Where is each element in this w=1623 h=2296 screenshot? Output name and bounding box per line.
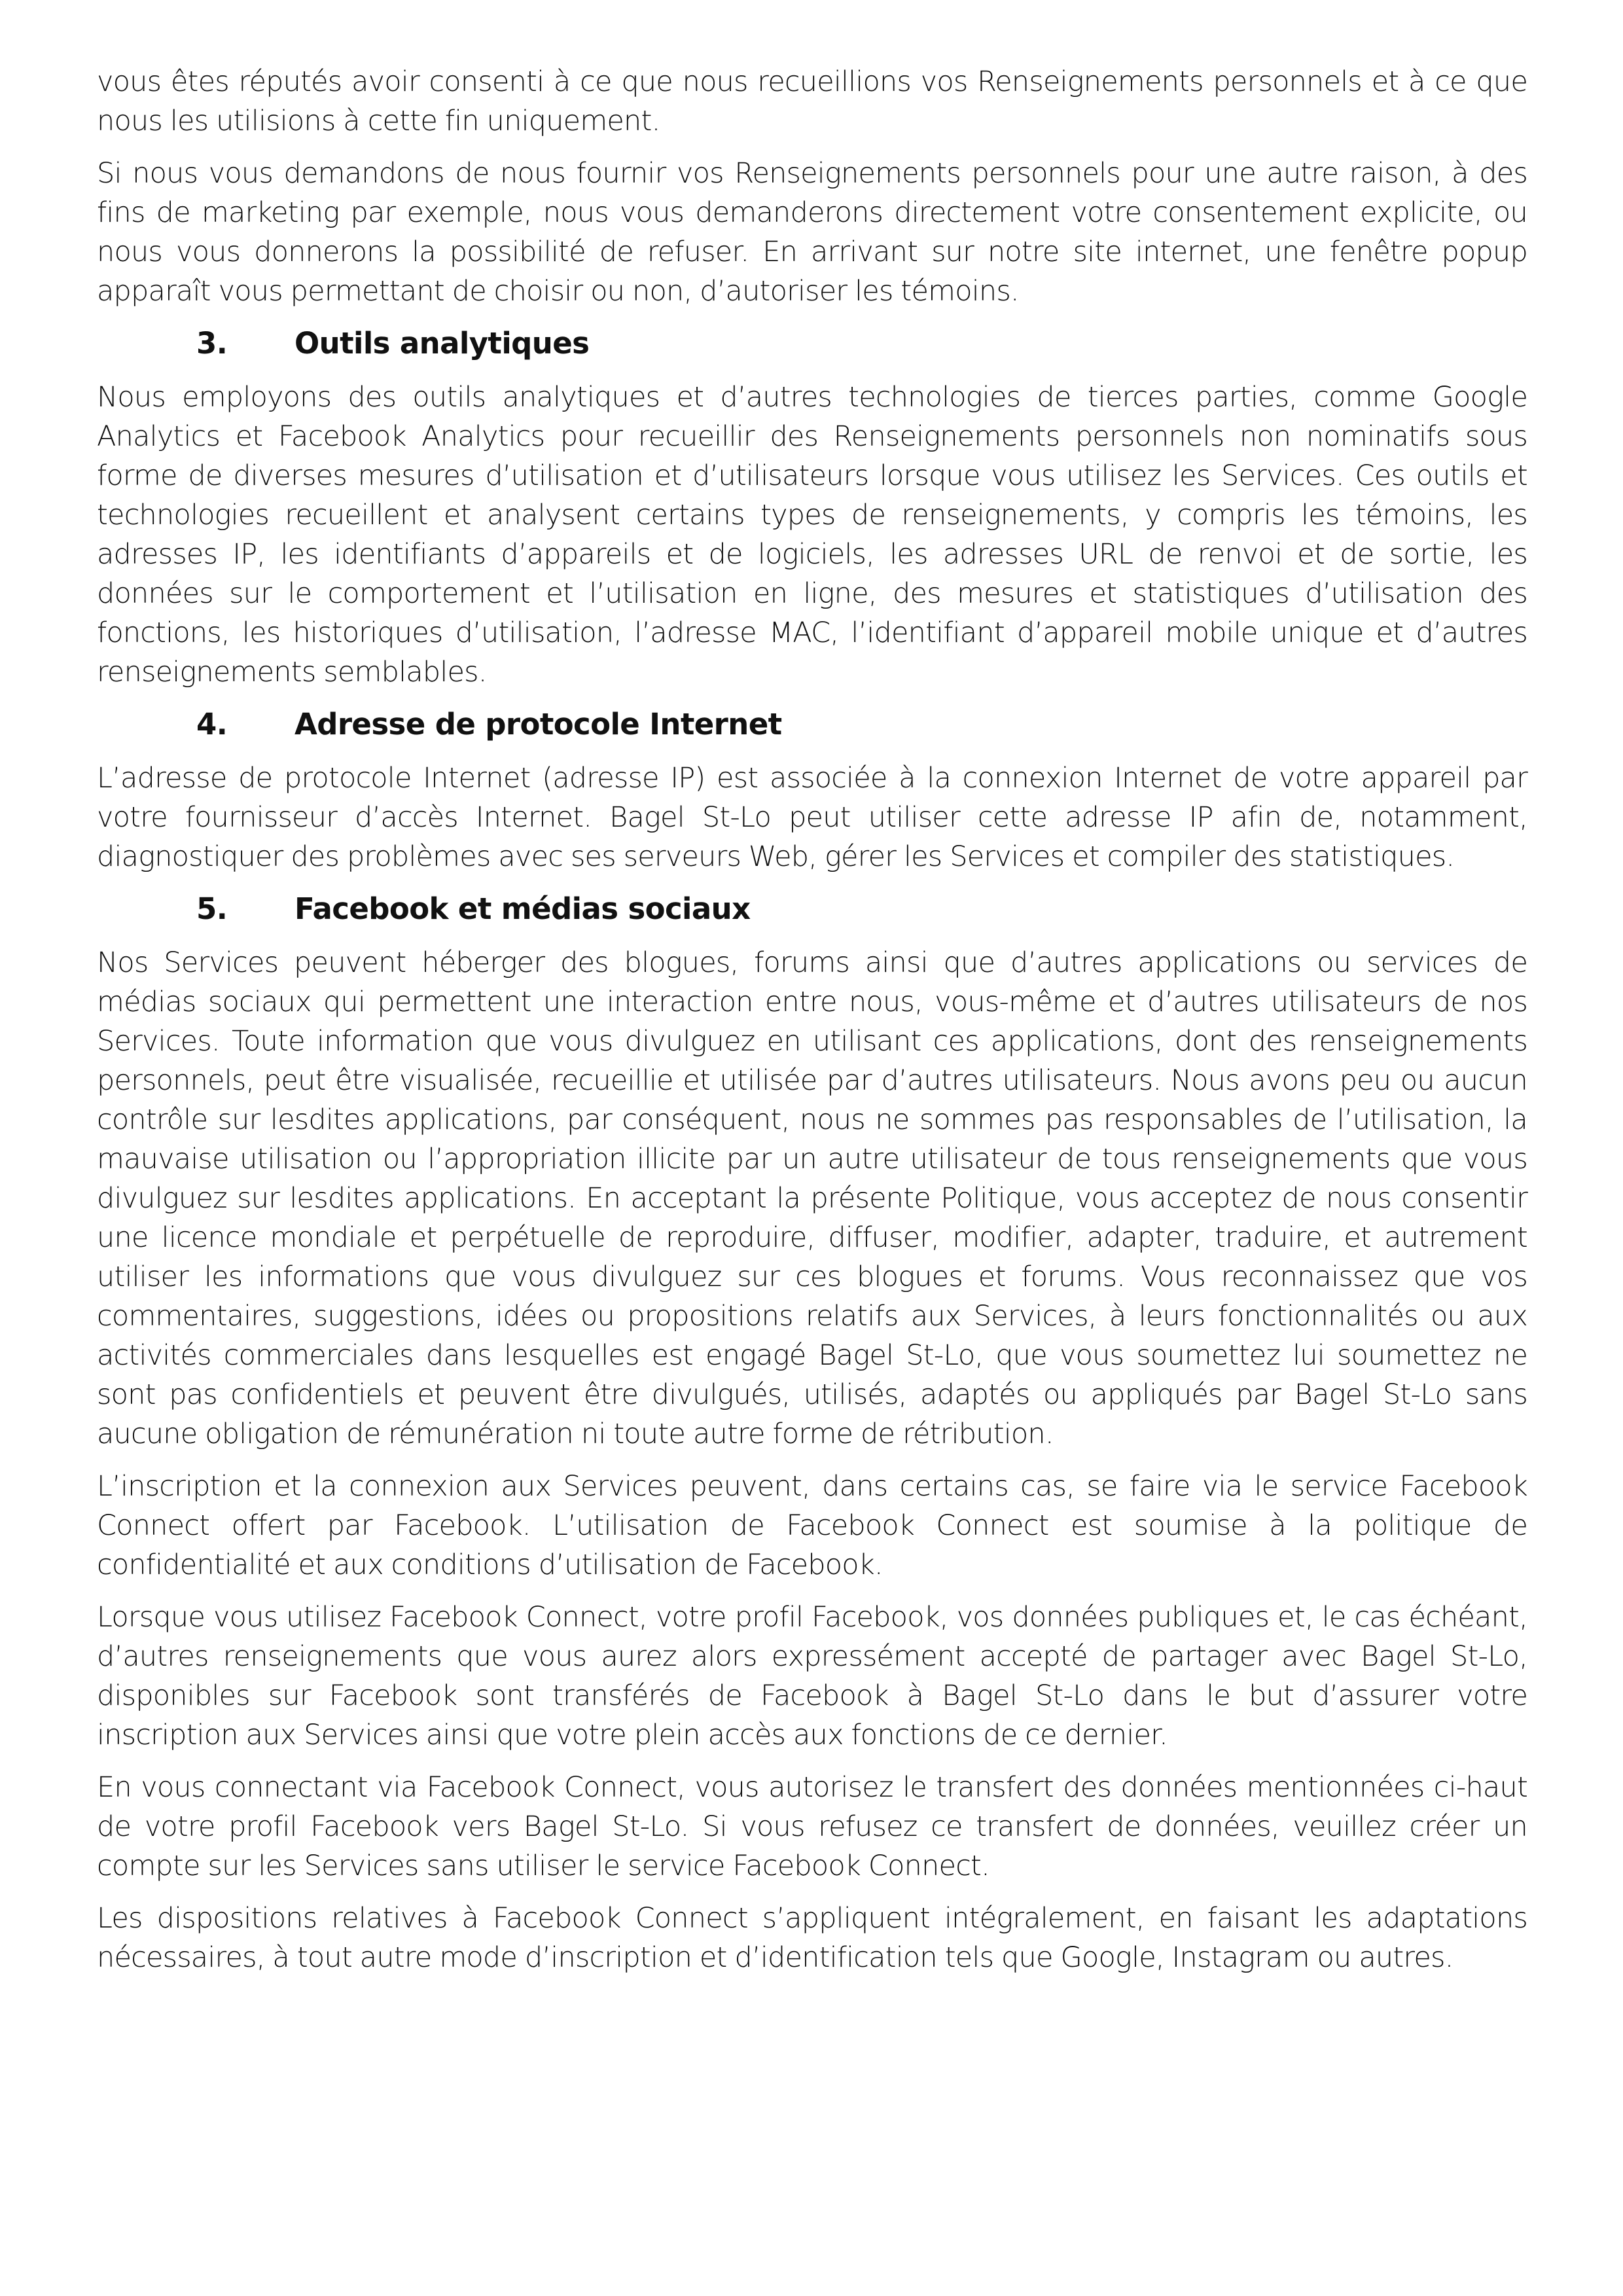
- paragraph-facebook-connect-signup: L’inscription et la connexion aux Services peuvent, dans certains cas, se faire via le service Facebook Connect offert par Facebook. L’utilisation de Facebook Connect est soumise à la politique de confidentialité et aux conditions d’utilisation de Facebook.: [97, 1470, 1527, 1581]
- paragraph-other-login-methods: Les dispositions relatives à Facebook Connect s’appliquent intégralement, en faisant les adaptations nécessaires, à tout autre mode d’inscription et d’identification tels que Google, Instagram ou autres.: [97, 1902, 1527, 1974]
- paragraph-ip-address: L’adresse de protocole Internet (adresse IP) est associée à la connexion Internet de votre appareil par votre fournisseur d’accès Internet. Bagel St-Lo peut utiliser cette adresse IP afin de, notamment, diagnostiquer des problèmes avec ses serveurs Web, gérer les Services et compiler des statistiques.: [97, 762, 1527, 873]
- paragraph-analytics: Nous employons des outils analytiques et d’autres technologies de tierces parties, comme Google Analytics et Facebook Analytics pour recueillir des Renseignements personnels non nominatifs sous forme de diverses mesures d’utilisation et d’utilisateurs lorsque vous utilisez les Services. Ces outils et technologies recueillent et analysent certains types de renseignements, y compris les témoins, les adresses IP, les identifiants d’appareils et de logiciels, les adresses URL de renvoi et de sortie, les données sur le comportement et l’utilisation en ligne, des mesures et statistiques d’utilisation des fonctions, les historiques d’utilisation, l’adresse MAC, l’identifiant d’appareil mobile unique et d’autres renseignements semblables.: [97, 381, 1527, 689]
- section-number: 5.: [196, 891, 228, 926]
- section-title: Facebook et médias sociaux: [294, 891, 751, 926]
- section-heading-ip-address: [97, 705, 1527, 744]
- section-number: 4.: [196, 707, 228, 742]
- section-title: Adresse de protocole Internet: [294, 707, 782, 742]
- paragraph-social-media: Nos Services peuvent héberger des blogues, forums ainsi que d’autres applications ou services de médias sociaux qui permettent une interaction entre nous, vous-même et d’autres utilisateurs de nos Services. Toute information que vous divulguez en utilisant ces applications, dont des renseignements personnels, peut être visualisée, recueillie et utilisée par d’autres utilisateurs. Nous avons peu ou aucun contrôle sur lesdites applications, par conséquent, nous ne sommes pas responsables de l’utilisation, la mauvaise utilisation ou l’appropriation illicite par un autre utilisateur de tous renseignements que vous divulguez sur lesdites applications. En acceptant la présente Politique, vous acceptez de nous consentir une licence mondiale et perpétuelle de reproduire, diffuser, modifier, adapter, traduire, et autrement utiliser les informations que vous divulguez sur ces blogues et forums. Vous reconnaissez que vos commentaires, suggestions, idées ou propositions relatifs aux Services, à leurs fonctionnalités ou aux activités commerciales dans lesquelles est engagé Bagel St-Lo, que vous soumettez lui soumettez ne sont pas confidentiels et peuvent être divulgués, utilisés, adaptés ou appliqués par Bagel St-Lo sans aucune obligation de rémunération ni toute autre forme de rétribution.: [97, 946, 1527, 1450]
- document-page: [97, 62, 1527, 1990]
- paragraph-consent-continuation: vous êtes réputés avoir consenti à ce que nous recueillions vos Renseignements personnels et à ce que nous les utilisions à cette fin uniquement.: [97, 65, 1527, 137]
- section-number: 3.: [196, 326, 228, 361]
- paragraph-facebook-connect-transfer: Lorsque vous utilisez Facebook Connect, votre profil Facebook, vos données publiques et, le cas échéant, d’autres renseignements que vous aurez alors expressément accepté de partager avec Bagel St-Lo, disponibles sur Facebook sont transférés de Facebook à Bagel St-Lo dans le but d’assurer votre inscription aux Services ainsi que votre plein accès aux fonctions de ce dernier.: [97, 1601, 1527, 1751]
- section-heading-social-media: [97, 889, 1527, 929]
- section-heading-analytics: [97, 324, 1527, 363]
- paragraph-facebook-connect-authorization: En vous connectant via Facebook Connect, vous autorisez le transfert des données mentionnées ci-haut de votre profil Facebook vers Bagel St-Lo. Si vous refusez ce transfert de données, veuillez créer un compte sur les Services sans utiliser le service Facebook Connect.: [97, 1771, 1527, 1882]
- section-title: Outils analytiques: [294, 326, 590, 361]
- paragraph-explicit-consent: Si nous vous demandons de nous fournir vos Renseignements personnels pour une autre raison, à des fins de marketing par exemple, nous vous demanderons directement votre consentement explicite, ou nous vous donnerons la possibilité de refuser. En arrivant sur notre site internet, une fenêtre popup apparaît vous permettant de choisir ou non, d’autoriser les témoins.: [97, 157, 1527, 308]
